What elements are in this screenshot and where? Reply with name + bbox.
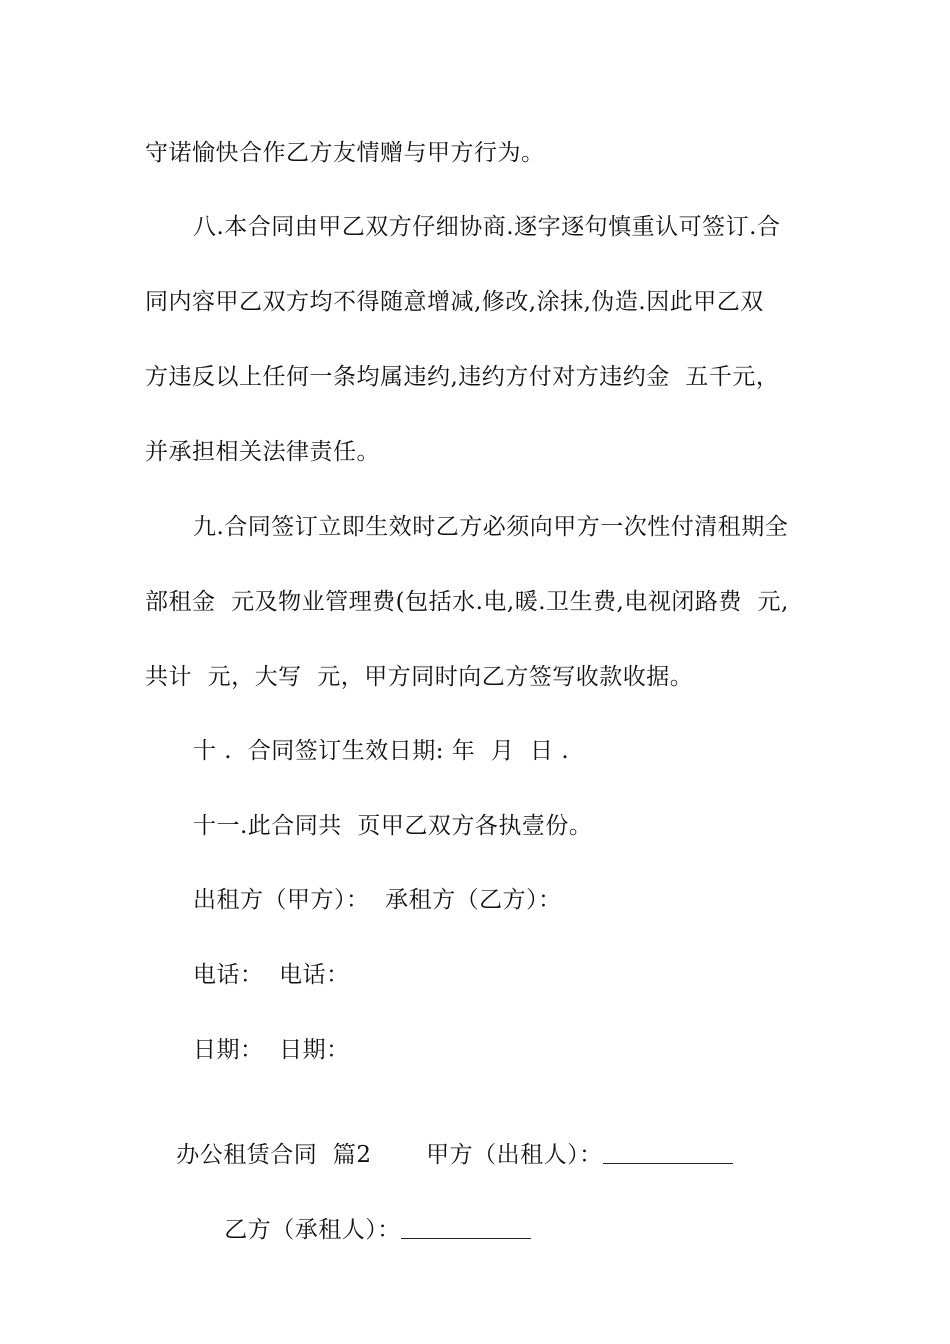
lessee-blank — [401, 1218, 531, 1239]
clause-9-line-3: 共计 元，大写 元，甲方同时向乙方签写收款收据。 — [145, 664, 694, 690]
clause-9-line-2: 部租金 元及物业管理费(包括水.电,暖.卫生费,电视闭路费 元, — [145, 589, 789, 615]
lessee-line — [193, 1185, 531, 1275]
paragraph-line: 守诺愉快合作乙方友情赠与甲方行为。 — [145, 140, 545, 166]
lessor-blank — [603, 1143, 733, 1164]
party-signature-line: 出租方（甲方）： 承租方（乙方）： — [193, 887, 562, 913]
date-line: 日期： 日期： — [193, 1037, 350, 1063]
clause-9-line-1: 九.合同签订立即生效时乙方必须向甲方一次性付清租期全 — [193, 514, 789, 540]
clause-11-line: 十一.此合同共 页甲乙双方各执壹份。 — [193, 813, 593, 839]
contract-2-heading-text: 办公租赁合同 篇2 甲方（出租人）： — [176, 1142, 603, 1168]
clause-8-line-4: 并承担相关法律责任。 — [145, 439, 380, 465]
phone-line: 电话： 电话： — [193, 962, 350, 988]
clause-8-line-1: 八.本合同由甲乙双方仔细协商.逐字逐句慎重认可签订.合 — [193, 214, 781, 240]
clause-8-line-2: 同内容甲乙双方均不得随意增减,修改,涂抹,伪造.因此甲乙双 — [145, 289, 764, 315]
clause-8-line-3: 方违反以上任何一条均属违约,违约方付对方违约金 五千元， — [145, 364, 780, 390]
lessee-label: 乙方（承租人）： — [224, 1217, 401, 1243]
clause-10-line: 十 . 合同签订生效日期: 年 月 日 . — [193, 738, 570, 764]
